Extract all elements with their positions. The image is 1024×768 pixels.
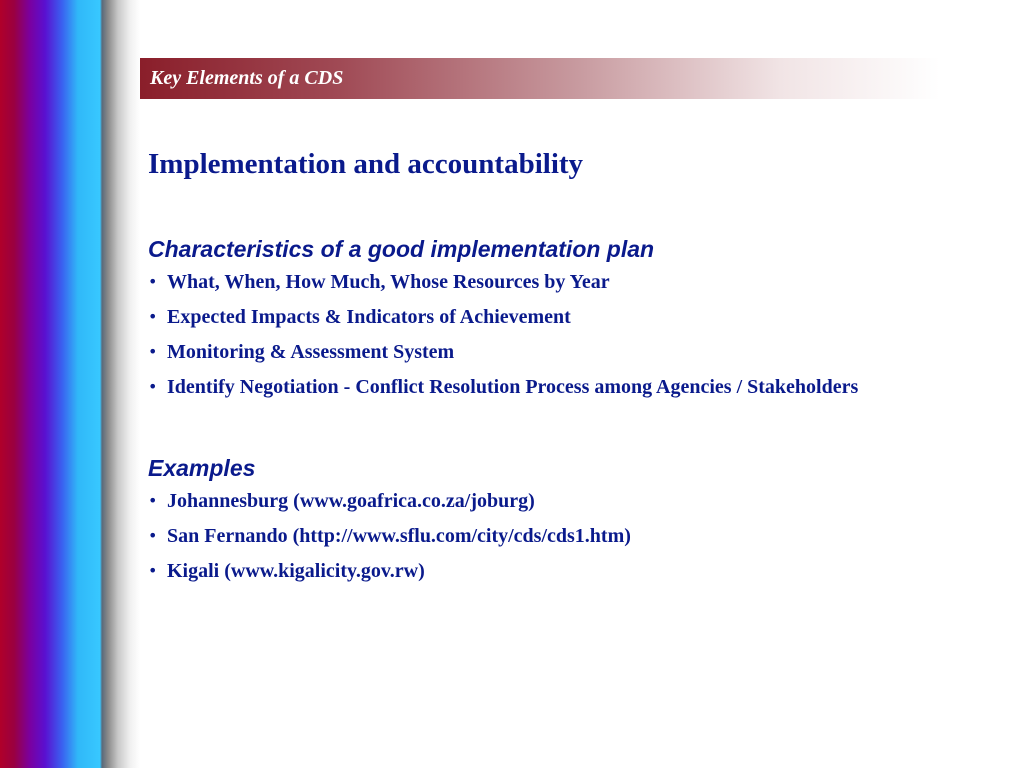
list-item <box>148 268 988 296</box>
bullet-icon: • <box>148 561 158 580</box>
slide-title: Key Elements of a CDS <box>150 67 344 89</box>
section-heading-characteristics: Characteristics of a good implementation plan <box>148 236 655 262</box>
decorative-side-band <box>0 0 140 768</box>
list-item-text: San Fernando (http://www.sflu.com/city/cds/cds1.htm) <box>167 525 631 547</box>
bullet-icon: • <box>148 526 158 545</box>
bullet-icon: • <box>148 491 158 510</box>
examples-list <box>148 487 988 585</box>
list-item-text: Expected Impacts & Indicators of Achievement <box>167 306 571 328</box>
list-item <box>148 487 988 515</box>
list-item-text: Identify Negotiation - Conflict Resolution Process among Agencies / Stakeholders <box>167 376 859 398</box>
list-item <box>148 338 988 366</box>
list-item-text: Monitoring & Assessment System <box>167 341 455 363</box>
section-heading-examples: Examples <box>148 455 256 481</box>
slide-content <box>148 146 988 592</box>
list-item <box>148 303 988 331</box>
main-heading: Implementation and accountability <box>148 148 584 180</box>
bullet-icon: • <box>148 342 158 361</box>
title-bar <box>140 58 940 99</box>
list-item-text: What, When, How Much, Whose Resources by Year <box>167 271 610 293</box>
list-item <box>148 373 988 401</box>
list-item <box>148 522 988 550</box>
list-item-text: Johannesburg (www.goafrica.co.za/joburg) <box>167 490 535 512</box>
list-item-text: Kigali (www.kigalicity.gov.rw) <box>167 560 425 582</box>
bullet-icon: • <box>148 307 158 326</box>
bullet-icon: • <box>148 272 158 291</box>
characteristics-list <box>148 268 988 401</box>
list-item <box>148 557 988 585</box>
bullet-icon: • <box>148 377 158 396</box>
